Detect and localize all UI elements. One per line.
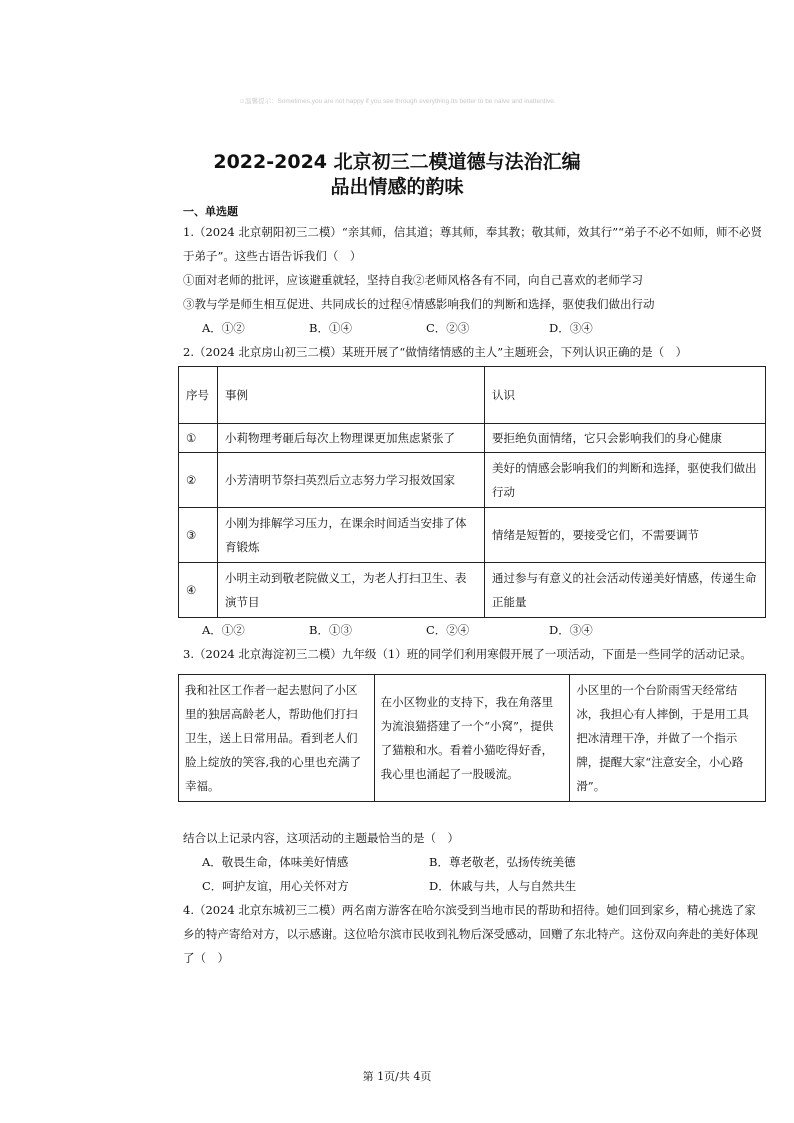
option-b: B．尊老敬老，弘扬传统美德 xyxy=(429,855,576,869)
section-heading: 一、单选题 xyxy=(183,205,238,218)
statement: ①面对老师的批评，应该避重就轻，坚持自我②老师风格各有不同，向自己喜欢的老师学习 xyxy=(183,273,643,287)
table-row xyxy=(179,563,766,618)
table-row xyxy=(179,675,766,802)
question-prompt: 结合以上记录内容，这项活动的主题最恰当的是（ ） xyxy=(183,831,459,845)
activity-records-table xyxy=(178,674,766,802)
option-c: C．呵护友谊，用心关怀对方 xyxy=(202,879,349,893)
statement: ③教与学是师生相互促进、共同成长的过程④情感影响我们的判断和选择，驱使我们做出行动 xyxy=(183,297,655,311)
question-stem: 1.（2024 北京朝阳初三二模）“亲其师，信其道；尊其师，奉其教；敬其师，效其行”“弟子不必不如师，师不必贤于弟子”。这些古语告诉我们（ ） xyxy=(183,225,763,263)
table-cell: 美好的情感会影响我们的判断和选择，驱使我们做出行动 xyxy=(485,453,766,508)
table-header: 序号 xyxy=(179,367,218,424)
question-stem: 2.（2024 北京房山初三二模）某班开展了“做情绪情感的主人”主题班会，下列认识正确的是（ ） xyxy=(183,345,688,359)
table-cell: 要拒绝负面情绪，它只会影响我们的身心健康 xyxy=(485,424,766,453)
option-a: A．敬畏生命，体味美好情感 xyxy=(202,855,349,869)
cases-table xyxy=(178,366,766,618)
table-header: 认识 xyxy=(485,367,766,424)
table-cell: ② xyxy=(179,453,218,508)
table-cell: ③ xyxy=(179,508,218,563)
option-a: A．①② xyxy=(202,623,245,637)
option-d: D．③④ xyxy=(549,623,593,637)
table-row xyxy=(179,453,766,508)
activity-record: 在小区物业的支持下，我在角落里为流浪猫搭建了一个“小窝”，提供了猫粮和水。看着小猫吃得好香，我心里也涌起了一股暖流。 xyxy=(374,675,570,802)
question-4 xyxy=(183,898,767,970)
option-a: A．①② xyxy=(202,321,245,335)
option-b: B．①④ xyxy=(309,321,352,335)
answer-options xyxy=(183,618,767,642)
answer-options xyxy=(183,850,767,874)
option-c: C．②④ xyxy=(426,623,470,637)
option-d: D．③④ xyxy=(549,321,593,335)
question-3 xyxy=(183,642,767,898)
table-row xyxy=(179,424,766,453)
spacer xyxy=(183,802,767,826)
table-cell: 小明主动到敬老院做义工，为老人打扫卫生、表演节目 xyxy=(218,563,485,618)
question-2 xyxy=(183,340,767,642)
page-title xyxy=(0,150,794,200)
question-stem: 4.（2024 北京东城初三二模）两名南方游客在哈尔滨受到当地市民的帮助和招待。她们回到家乡，精心挑选了家乡的特产寄给对方，以示感谢。这位哈尔滨市民收到礼物后深受感动，回赠了东北特产。这份双向奔赴的美好体现了（ ） xyxy=(183,903,758,965)
answer-options xyxy=(183,316,767,340)
table-row xyxy=(179,508,766,563)
table-cell: 小芳清明节祭扫英烈后立志努力学习报效国家 xyxy=(218,453,485,508)
title-line-2: 品出情感的韵味 xyxy=(330,176,464,198)
title-line-1: 2022-2024 北京初三二模道德与法治汇编 xyxy=(213,151,581,173)
answer-options xyxy=(183,874,767,898)
watermark: ☺温馨提示：Sometimes,you are not happy if you see through everything.Its better to be naive and inattentive. xyxy=(238,98,556,105)
table-cell: ① xyxy=(179,424,218,453)
document-body xyxy=(183,204,767,970)
table-cell: 小莉物理考砸后每次上物理课更加焦虑紧张了 xyxy=(218,424,485,453)
page-number: 第 1页/共 4页 xyxy=(362,1070,432,1083)
option-d: D．休戚与共，人与自然共生 xyxy=(429,879,577,893)
table-cell: 小刚为排解学习压力，在课余时间适当安排了体育锻炼 xyxy=(218,508,485,563)
question-1 xyxy=(183,220,767,340)
question-stem: 3.（2024 北京海淀初三二模）九年级（1）班的同学们利用寒假开展了一项活动，下面是一些同学的活动记录。 xyxy=(183,647,752,661)
activity-record: 小区里的一个台阶雨雪天经常结冰，我担心有人摔倒，于是用工具把冰清理干净，并做了一个指示牌，提醒大家“注意安全，小心路滑”。 xyxy=(570,675,766,802)
table-header: 事例 xyxy=(218,367,485,424)
table-header-row xyxy=(179,367,766,424)
activity-record: 我和社区工作者一起去慰问了小区里的独居高龄老人，帮助他们打扫卫生，送上日常用品。看到老人们脸上绽放的笑容,我的心里也充满了幸福。 xyxy=(179,675,375,802)
table-cell: ④ xyxy=(179,563,218,618)
option-c: C．②③ xyxy=(426,321,470,335)
option-b: B．①③ xyxy=(309,623,352,637)
table-cell: 情绪是短暂的，要接受它们，不需要调节 xyxy=(485,508,766,563)
table-cell: 通过参与有意义的社会活动传递美好情感，传递生命正能量 xyxy=(485,563,766,618)
